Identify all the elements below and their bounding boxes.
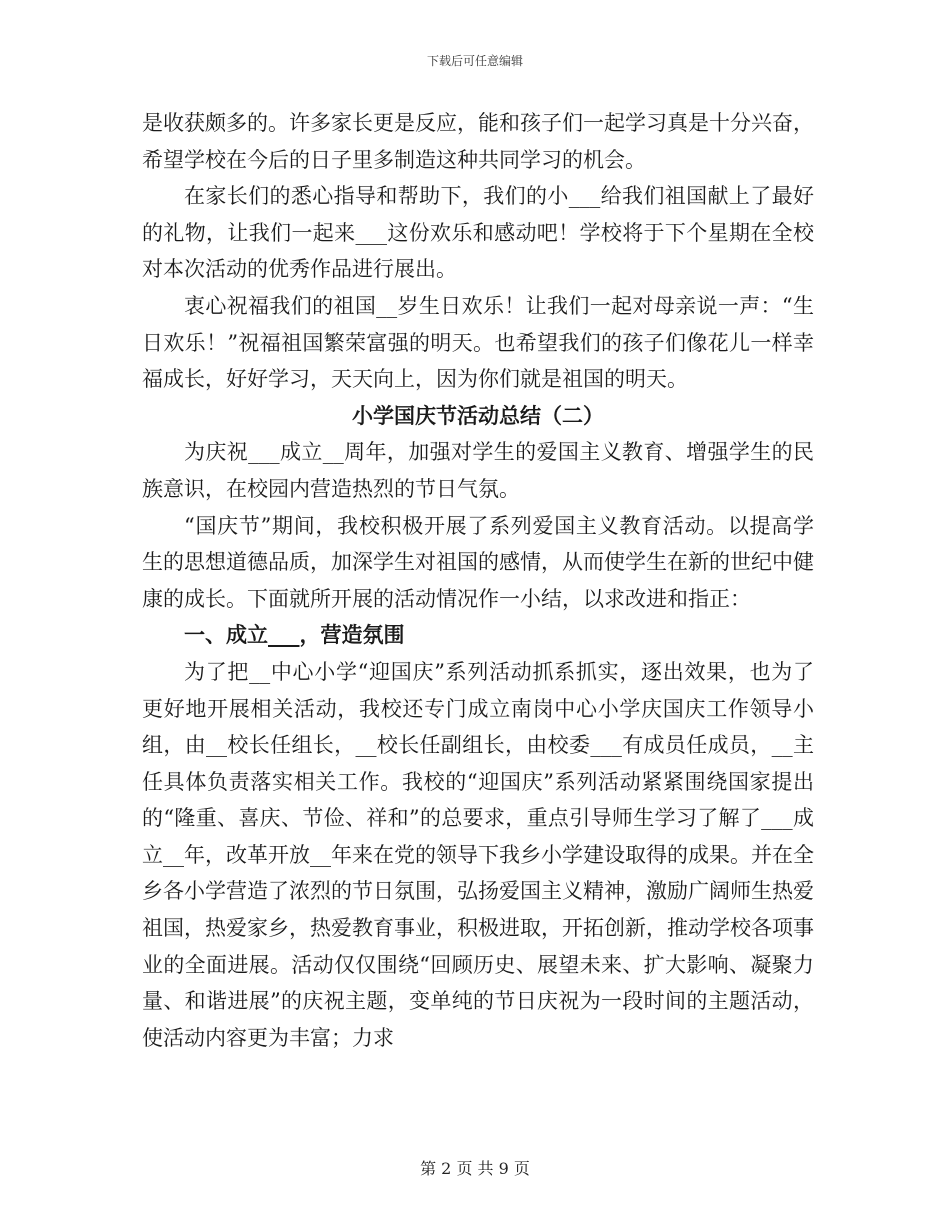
page-header: 下载后可任意编辑 — [426, 54, 523, 68]
paragraph-2: 在家长们的悉心指导和帮助下，我们的小___给我们祖国献上了最好的礼物，让我们一起来___这份欢乐和感动吧！学校将于下个星期在全校对本次活动的优秀作品进行展出。 — [142, 184, 814, 282]
document-body — [142, 105, 814, 1056]
paragraph-3: 衷心祝福我们的祖国__岁生日欢乐！让我们一起对母亲说一声：“生日欢乐！”祝福祖国繁荣富强的明天。也希望我们的孩子们像花儿一样幸福成长，好好学习，天天向上，因为你们就是祖国的明天。 — [142, 293, 814, 392]
paragraph-5: “国庆节”期间，我校积极开展了系列爱国主义教育活动。以提高学生的思想道德品质，加深学生对祖国的感情，从而使学生在新的世纪中健康的成长。下面就所开展的活动情况作一小结，以求改进和指正： — [142, 513, 814, 611]
section-title: 小学国庆节活动总结（二） — [352, 403, 604, 428]
subsection-heading: 一、成立___，营造氛围 — [184, 623, 405, 648]
paragraph-4: 为庆祝___成立__周年，加强对学生的爱国主义教育、增强学生的民族意识，在校园内营造热烈的节日气氛。 — [142, 440, 814, 501]
paragraph-6: 为了把__中心小学“迎国庆”系列活动抓系抓实，逐出效果，也为了更好地开展相关活动，我校还专门成立南岗中心小学庆国庆工作领导小组，由__校长任组长，__校长任副组长，由校委___有成员任成员，__主任具体负责落实相关工作。我校的“迎国庆”系列活动紧紧围绕国家提出的“隆重、喜庆、节俭、祥和”的总要求，重点引导师生学习了解了___成立__年，改革开放__年来在党的领导下我乡小学建设取得的成果。并在全乡各小学营造了浓烈的节日氛围，弘扬爱国主义精神，激励广阔师生热爱祖国，热爱家乡，热爱教育事业，积极进取，开拓创新，推动学校各项事业的全面进展。活动仅仅围绕“回顾历史、展望未来、扩大影响、凝聚力量、和谐进展”的庆祝主题，变单纯的节日庆祝为一段时间的主题活动，使活动内容更为丰富；力求 — [142, 659, 814, 1050]
paragraph-1: 是收获颇多的。许多家长更是反应，能和孩子们一起学习真是十分兴奋，希望学校在今后的日子里多制造这种共同学习的机会。 — [142, 111, 814, 172]
page-footer: 第 2 页 共 9 页 — [420, 1159, 530, 1178]
